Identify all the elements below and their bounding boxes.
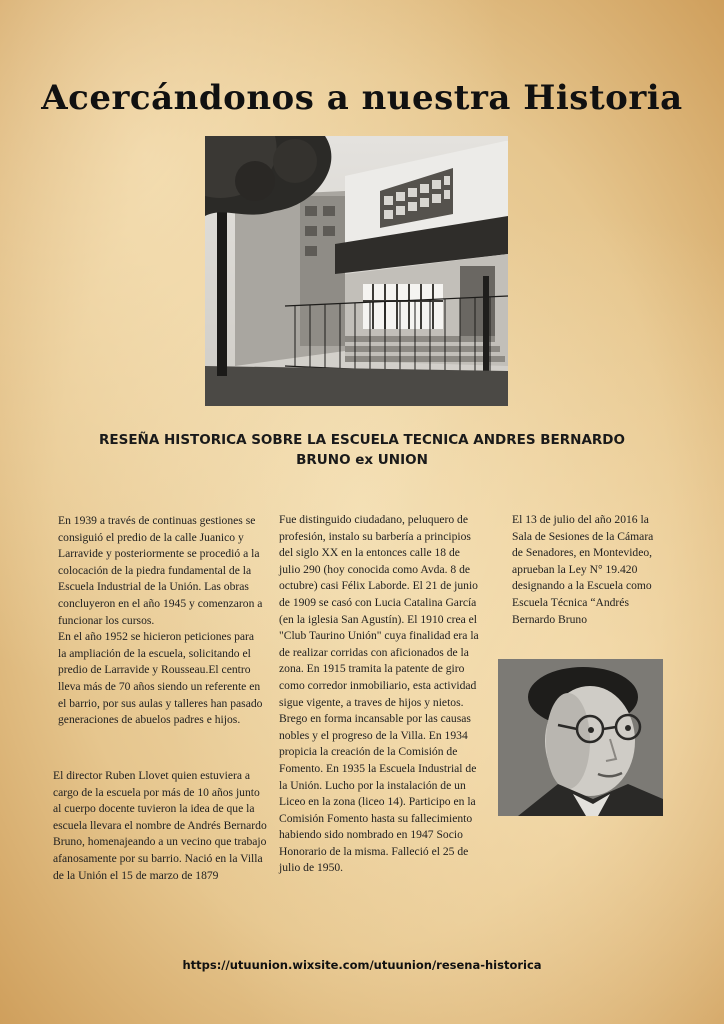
text-column-1 [58,513,263,729]
paragraph: Fue distinguido ciudadano, peluquero de profesión, instalo su barbería a principios del siglo XX en la entonces calle 18 de julio 290 (hoy conocida como Avda. 8 de octubre) casi Félix Laborde. El 21 de junio de 1909 se casó con Lucia Catalina García (en la iglesia San Agustín). El 1910 crea el "Club Taurino Unión" cuya finalidad era la de realizar corridas con aficionados de la zona. En 1915 tramita la patente de giro como corredor inmobiliario, esta actividad sigue vigente, a traves de hijos y nietos. Brego en forma incansable por las causas nobles y el progreso de la Villa. En 1934 propicia la creación de la Comisión de Fomento. En 1935 la Escuela Industrial de la Unión. Lucho por la instalación de un Liceo en la zona (liceo 14). Participo en la Comisión Fomento hasta su fallecimiento habiendo sido nombrado en 1947 Socio Honorario de la misma. Falleció el 25 de julio de 1950. [279,513,479,875]
page-title: Acercándonos a nuestra Historia [41,78,683,118]
text-column-3 [512,512,662,628]
document-subtitle: RESEÑA HISTORICA SOBRE LA ESCUELA TECNICA ANDRES BERNARDO BRUNO ex UNION [99,432,625,468]
text-column-1-continued [53,768,268,884]
source-url[interactable]: https://utuunion.wixsite.com/utuunion/resena-historica [182,958,542,972]
paragraph: El 13 de julio del año 2016 la Sala de Sesiones de la Cámara de Senadores, en Montevideo, aprueban la Ley N° 19.420 designando a la Escuela como Escuela Técnica “Andrés Bernardo Bruno [512,513,654,626]
portrait-photo [498,659,663,816]
school-building-photo [205,136,508,406]
paragraph: En 1939 a través de continuas gestiones se consiguió el predio de la calle Juanico y Larravide y posteriormente se procedió a la colocación de la piedra fundamental de la Escuela Industrial de la Unión. Las obras concluyeron en el año 1945 y comenzaron a funcionar los cursos. [58,514,263,627]
paragraph: El director Ruben Llovet quien estuviera a cargo de la escuela por más de 10 años junto al cuerpo docente tuvieron la idea de que la escuela llevara el nombre de Andrés Bernardo Bruno, homenajeando a un vecino que trabajo afanosamente por su barrio. Nació en la Villa de la Unión el 15 de marzo de 1879 [53,769,267,882]
paragraph: En el año 1952 se hicieron peticiones para la ampliación de la escuela, solicitando el predio de Larravide y Rousseau.El centro lleva más de 70 años siendo un referente en el barrio, por sus aulas y talleres han pasado generaciones de abuelos padres e hijos. [58,630,263,727]
text-column-2 [279,512,481,877]
